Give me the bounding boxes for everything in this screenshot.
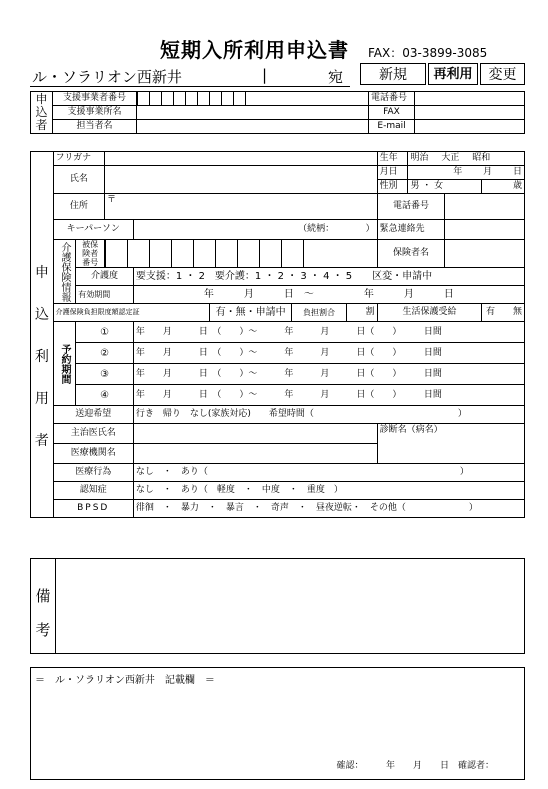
- care-level-field[interactable]: 要支援：1 ・ 2 要介護：1 ・ 2 ・ 3 ・ 4 ・ 5 区変・申請中: [133, 268, 524, 286]
- keyperson-field[interactable]: （続柄： ）: [133, 220, 377, 240]
- remarks-box[interactable]: [30, 558, 525, 654]
- support-office-name-field[interactable]: [137, 106, 369, 120]
- postal-mark: 〒: [107, 195, 117, 205]
- recipient-line: [30, 64, 350, 87]
- remarks-divider: [55, 559, 56, 653]
- support-office-name-label: 支援事業所名: [53, 106, 137, 120]
- valid-period-label: 有効期間: [76, 286, 134, 304]
- era-taisho[interactable]: 大正: [441, 153, 460, 163]
- insured-no-field[interactable]: [105, 240, 378, 268]
- valid-period-field[interactable]: 年 月 日 ～ 年 月 日: [133, 286, 524, 304]
- transport-label: 送迎希望: [53, 406, 133, 424]
- transport-field[interactable]: 行き 帰り なし(家族対応) 希望時間（ ）: [133, 406, 524, 424]
- era-meiji[interactable]: 明治: [410, 153, 429, 163]
- burden-rate-label: 負担割合: [292, 304, 347, 322]
- reservation-4-no: ④: [76, 385, 134, 406]
- sama-label: 宛: [328, 68, 344, 86]
- doctor-field[interactable]: [133, 424, 377, 444]
- facility-name: ル・ソラリオン西新井: [32, 68, 182, 86]
- facility-memo-box[interactable]: [30, 667, 525, 780]
- bpsd-label: BPSD: [53, 500, 133, 518]
- keyperson-label: キーパーソン: [53, 220, 133, 240]
- email-field[interactable]: [415, 120, 525, 134]
- user-table: [30, 151, 525, 518]
- care-level-label: 介護度: [76, 268, 134, 286]
- birth-label-2: 月日: [377, 166, 408, 180]
- fax-field[interactable]: [415, 106, 525, 120]
- memo-confirmation: 確認： 年 月 日 確認者：: [336, 761, 494, 771]
- separator: |: [262, 66, 268, 84]
- phone-field[interactable]: [415, 92, 525, 106]
- fax-label: FAX: [369, 106, 415, 120]
- furigana-field[interactable]: [105, 152, 378, 166]
- address-field[interactable]: [105, 194, 378, 220]
- phone-label: 電話番号: [369, 92, 415, 106]
- memo-heading: ＝ ル・ソラリオン西新井 記載欄 ＝: [35, 675, 215, 686]
- day-unit: 日: [512, 167, 522, 177]
- furigana-label: フリガナ: [53, 152, 104, 166]
- new-button[interactable]: 新規: [360, 63, 426, 85]
- phone-field-user[interactable]: [445, 194, 525, 220]
- hospital-field[interactable]: [133, 444, 377, 464]
- reservation-2-no: ②: [76, 343, 134, 364]
- support-office-number-label: 支援事業者番号: [53, 92, 137, 106]
- year-unit: 年: [453, 167, 463, 177]
- emergency-field[interactable]: [445, 220, 525, 240]
- support-office-number-field[interactable]: [137, 92, 369, 106]
- sex-label: 性別: [377, 180, 408, 194]
- email-label: E-mail: [369, 120, 415, 134]
- diagnosis-field[interactable]: [377, 424, 524, 464]
- reservation-2-field[interactable]: 年 月 日 （ ）～ 年 月 日（ ） 日間: [133, 343, 524, 364]
- reuse-button[interactable]: 再利用: [428, 63, 478, 85]
- medical-label: 医療行為: [53, 464, 133, 482]
- dementia-field[interactable]: なし ・ あり（ 軽度 ・ 中度 ・ 重度 ）: [133, 482, 524, 500]
- dementia-label: 認知症: [53, 482, 133, 500]
- bpsd-field[interactable]: 徘徊 ・ 暴力 ・ 暴言 ・ 奇声 ・ 昼夜逆転・ その他（ ）: [133, 500, 524, 518]
- care-insurance-side-label: 介護保険情報: [53, 240, 76, 304]
- burden-rate-field[interactable]: 割: [346, 304, 377, 322]
- page-title: 短期入所利用申込書: [160, 38, 349, 62]
- reservation-4-field[interactable]: 年 月 日 （ ）～ 年 月 日（ ） 日間: [133, 385, 524, 406]
- month-unit: 月: [483, 167, 493, 177]
- medical-field[interactable]: なし ・ あり（ ）: [133, 464, 524, 482]
- burden-cert-label: 介護保険負担限度額認定証: [53, 304, 209, 322]
- staff-name-field[interactable]: [137, 120, 369, 134]
- staff-name-label: 担当者名: [53, 120, 137, 134]
- user-side-label: 申込利用者: [31, 152, 54, 518]
- name-label: 氏名: [53, 166, 104, 194]
- reservation-side-label: 予約期間: [53, 322, 76, 406]
- remarks-label: 備考: [35, 587, 51, 639]
- phone-label-user: 電話番号: [377, 194, 445, 220]
- insurer-field[interactable]: [445, 240, 525, 268]
- name-field[interactable]: [105, 166, 378, 194]
- doctor-label: 主治医氏名: [53, 424, 133, 444]
- reservation-3-no: ③: [76, 364, 134, 385]
- welfare-field[interactable]: 有 無: [482, 304, 525, 322]
- reservation-3-field[interactable]: 年 月 日 （ ）～ 年 月 日（ ） 日間: [133, 364, 524, 385]
- reservation-1-no: ①: [76, 322, 134, 343]
- reservation-1-field[interactable]: 年 月 日 （ ）～ 年 月 日（ ） 日間: [133, 322, 524, 343]
- birth-label: 生年: [377, 152, 408, 166]
- diagnosis-label: 診断名（病名）: [379, 425, 443, 435]
- era-showa[interactable]: 昭和: [472, 153, 491, 163]
- age-field[interactable]: 歳: [482, 180, 525, 194]
- welfare-label: 生活保護受給: [377, 304, 482, 322]
- insured-no-label: 被保険者番号: [76, 240, 105, 268]
- applicant-side-label: 申込者: [31, 92, 53, 134]
- insurer-label: 保険者名: [377, 240, 445, 268]
- address-label: 住所: [53, 194, 104, 220]
- applicant-table: [30, 91, 525, 134]
- burden-cert-field[interactable]: 有・無・申請中: [209, 304, 291, 322]
- fax-number: FAX：03-3899-3085: [368, 46, 488, 60]
- change-button[interactable]: 変更: [480, 63, 525, 85]
- hospital-label: 医療機関名: [53, 444, 133, 464]
- sex-field[interactable]: 男 ・ 女: [408, 180, 482, 194]
- emergency-label: 緊急連絡先: [377, 220, 445, 240]
